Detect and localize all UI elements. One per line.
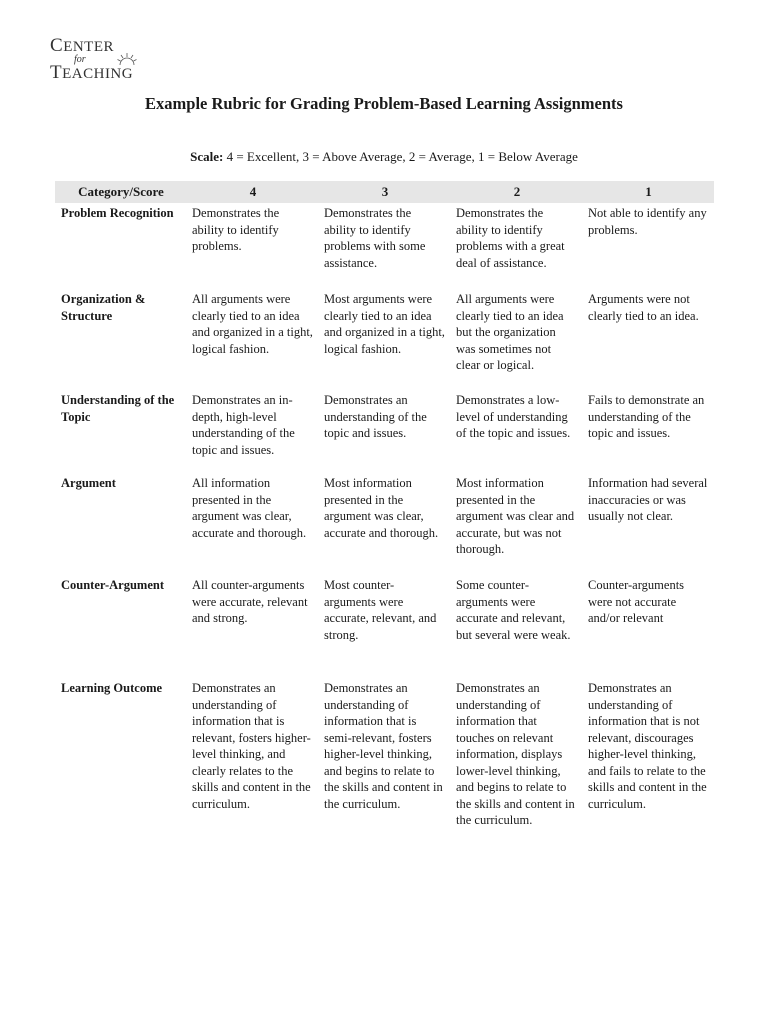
- score-cell: All counter-arguments were accurate, relevant and strong.: [192, 578, 308, 625]
- category-cell: Argument: [61, 476, 116, 490]
- table-row: [55, 577, 714, 680]
- center-for-teaching-logo: [50, 35, 140, 83]
- score-cell: Demonstrates an understanding of information that is not relevant, discourages higher-level thinking, and fails to relate to the skills and content in the curriculum.: [588, 681, 707, 811]
- score-cell: All arguments were clearly tied to an idea and organized in a tight, logical fashion.: [192, 292, 313, 356]
- header-category: Category/Score: [55, 181, 187, 203]
- table-row: [55, 291, 714, 392]
- score-cell: Most information presented in the argument was clear and accurate, but was not thorough.: [456, 476, 575, 556]
- category-cell: Organization & Structure: [61, 292, 146, 323]
- scale-legend: [0, 149, 768, 165]
- logo-word-teaching: TEACHING: [50, 62, 134, 83]
- sunrise-icon: [116, 52, 138, 66]
- score-cell: Counter-arguments were not accurate and/or relevant: [588, 578, 685, 625]
- rubric-table: [55, 181, 714, 830]
- category-cell: Problem Recognition: [61, 206, 174, 220]
- table-row: [55, 475, 714, 577]
- score-cell: Demonstrates an in-depth, high-level understanding of the topic and issues.: [192, 393, 295, 457]
- score-cell: Demonstrates an understanding of information that touches on relevant information, displays lower-level thinking, and begins to relate to the skills and content in the curriculum.: [456, 681, 575, 827]
- score-cell: Demonstrates an understanding of information that is semi-relevant, fosters higher-level thinking, and begins to relate to the skills and content in the curriculum.: [324, 681, 443, 811]
- score-cell: Not able to identify any problems.: [588, 206, 707, 237]
- table-row: [55, 680, 714, 830]
- scale-text: 4 = Excellent, 3 = Above Average, 2 = Average, 1 = Below Average: [226, 149, 578, 164]
- category-cell: Learning Outcome: [61, 681, 163, 695]
- score-cell: All information presented in the argument was clear, accurate and thorough.: [192, 476, 307, 540]
- score-cell: Some counter-arguments were accurate and relevant, but several were weak.: [456, 578, 571, 642]
- score-cell: Demonstrates a low-level of understanding of the topic and issues.: [456, 393, 571, 440]
- logo-word-center: CENTER: [50, 35, 115, 56]
- header-score-3: 3: [319, 181, 451, 203]
- header-score-1: 1: [583, 181, 714, 203]
- header-score-4: 4: [187, 181, 319, 203]
- score-cell: Arguments were not clearly tied to an idea.: [588, 292, 699, 323]
- table-row: [55, 203, 714, 291]
- score-cell: Most arguments were clearly tied to an idea and organized in a tight, logical fashion.: [324, 292, 445, 356]
- score-cell: Demonstrates an understanding of the topic and issues.: [324, 393, 427, 440]
- table-row: [55, 392, 714, 475]
- score-cell: All arguments were clearly tied to an idea but the organization was sometimes not clear or logical.: [456, 292, 564, 372]
- score-cell: Demonstrates the ability to identify problems.: [192, 206, 280, 253]
- score-cell: Demonstrates the ability to identify problems with a great deal of assistance.: [456, 206, 565, 270]
- scale-label: Scale:: [190, 149, 224, 164]
- logo-word-for: for: [74, 54, 86, 65]
- category-cell: Understanding of the Topic: [61, 393, 175, 424]
- page-title: Example Rubric for Grading Problem-Based Learning Assignments: [145, 94, 623, 113]
- score-cell: Information had several inaccuracies or was usually not clear.: [588, 476, 708, 523]
- category-cell: Counter-Argument: [61, 578, 164, 592]
- score-cell: Fails to demonstrate an understanding of the topic and issues.: [588, 393, 705, 440]
- score-cell: Demonstrates an understanding of information that is relevant, fosters higher-level thinking, and clearly relates to the skills and content in the curriculum.: [192, 681, 311, 811]
- header-row: [55, 181, 714, 203]
- score-cell: Most counter-arguments were accurate, relevant, and strong.: [324, 578, 437, 642]
- score-cell: Demonstrates the ability to identify problems with some assistance.: [324, 206, 426, 270]
- header-score-2: 2: [451, 181, 583, 203]
- score-cell: Most information presented in the argument was clear, accurate and thorough.: [324, 476, 439, 540]
